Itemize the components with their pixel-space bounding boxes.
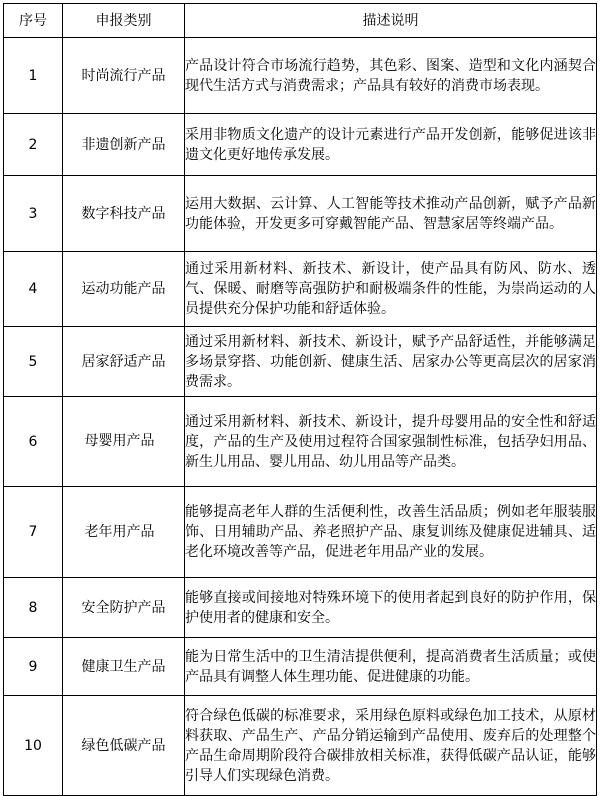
row-category: 运动功能产品 [63,252,185,327]
table-row [4,397,597,487]
table-row [4,176,597,252]
header-description: 描述说明 [185,4,597,38]
table-row [4,638,597,696]
row-index: 10 [4,696,63,796]
row-category: 健康卫生产品 [63,638,185,696]
row-index: 4 [4,252,63,327]
row-description: 运用大数据、云计算、人工智能等技术推动产品创新，赋予产品新功能体验，开发更多可穿戴智能产品、智慧家居等终端产品。 [185,176,597,252]
row-index: 5 [4,327,63,397]
row-description: 通过采用新材料、新技术、新设计，赋予产品舒适性，并能够满足多场景穿搭、功能创新、健康生活、居家办公等更高层次的居家消费需求。 [185,327,597,397]
row-category: 居家舒适产品 [63,327,185,397]
row-category: 非遗创新产品 [63,114,185,176]
application-category-table [3,3,597,796]
row-index: 3 [4,176,63,252]
row-index: 2 [4,114,63,176]
header-index: 序号 [4,4,63,38]
table-row [4,252,597,327]
row-description: 能为日常生活中的卫生清洁提供便利，提高消费者生活质量；或使产品具有调整人体生理功能、促进健康的功能。 [185,638,597,696]
row-index: 9 [4,638,63,696]
table-row [4,578,597,638]
table-row [4,327,597,397]
row-description: 产品设计符合市场流行趋势，其色彩、图案、造型和文化内涵契合现代生活方式与消费需求；产品具有较好的消费市场表现。 [185,38,597,114]
table-row [4,487,597,578]
row-category: 数字科技产品 [63,176,185,252]
table-row [4,38,597,114]
table-header-row [4,4,597,38]
row-description: 能够提高老年人群的生活便利性，改善生活品质；例如老年服装服饰、日用辅助产品、养老照护产品、康复训练及健康促进辅具、适老化环境改善等产品，促进老年用品产业的发展。 [185,487,597,578]
row-description: 采用非物质文化遗产的设计元素进行产品开发创新，能够促进该非遗文化更好地传承发展。 [185,114,597,176]
row-category: 母婴用产品 [63,397,185,487]
row-description: 通过采用新材料、新技术、新设计，使产品具有防风、防水、透气、保暖、耐磨等高强防护和耐极端条件的性能，为崇尚运动的人员提供充分保护功能和舒适体验。 [185,252,597,327]
row-description: 符合绿色低碳的标准要求，采用绿色原料或绿色加工技术，从原材料获取、产品生产、产品分销运输到产品使用、废弃后的处理整个产品生命周期阶段符合碳排放相关标准，获得低碳产品认证，能够引导人们实现绿色消费。 [185,696,597,796]
table-row [4,114,597,176]
row-index: 1 [4,38,63,114]
row-category: 绿色低碳产品 [63,696,185,796]
row-category: 老年用产品 [63,487,185,578]
row-description: 通过采用新材料、新技术、新设计，提升母婴用品的安全性和舒适度，产品的生产及使用过程符合国家强制性标准，包括孕妇用品、新生儿用品、婴儿用品、幼儿用品等产品类。 [185,397,597,487]
table-row [4,696,597,796]
row-category: 时尚流行产品 [63,38,185,114]
row-index: 7 [4,487,63,578]
row-index: 6 [4,397,63,487]
header-category: 申报类别 [63,4,185,38]
row-description: 能够直接或间接地对特殊环境下的使用者起到良好的防护作用，保护使用者的健康和安全。 [185,578,597,638]
row-category: 安全防护产品 [63,578,185,638]
row-index: 8 [4,578,63,638]
